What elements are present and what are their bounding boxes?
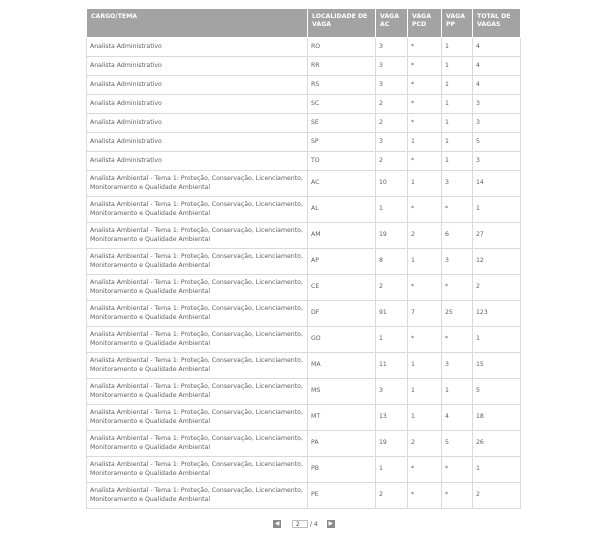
table-row [87, 353, 521, 379]
cell-total-vagas: 15 [473, 353, 521, 379]
cell-vaga-ac: 1 [376, 327, 408, 353]
table-row [87, 301, 521, 327]
cell-vaga-ac: 13 [376, 405, 408, 431]
cell-vaga-pcd: * [408, 483, 442, 509]
table-row [87, 249, 521, 275]
cell-total-vagas: 18 [473, 405, 521, 431]
cell-localidade: PB [308, 457, 376, 483]
cell-vaga-ac: 3 [376, 57, 408, 76]
cell-vaga-ac: 2 [376, 114, 408, 133]
cell-total-vagas: 26 [473, 431, 521, 457]
next-page-button[interactable] [327, 520, 335, 528]
cell-total-vagas: 1 [473, 457, 521, 483]
cell-cargo-tema: Analista Ambiental - Tema 1: Proteção, Conservação, Licenciamento, Monitoramento e Qualidade Ambiental [87, 301, 308, 327]
cell-total-vagas: 27 [473, 223, 521, 249]
cell-total-vagas: 5 [473, 379, 521, 405]
cell-vaga-pcd: * [408, 57, 442, 76]
cell-vaga-pp: 1 [442, 114, 473, 133]
cell-vaga-pcd: * [408, 275, 442, 301]
cell-total-vagas: 12 [473, 249, 521, 275]
table-row [87, 57, 521, 76]
cell-vaga-pp: 25 [442, 301, 473, 327]
cell-total-vagas: 123 [473, 301, 521, 327]
cell-total-vagas: 14 [473, 171, 521, 197]
cell-vaga-pp: 3 [442, 249, 473, 275]
cell-cargo-tema: Analista Ambiental - Tema 1: Proteção, Conservação, Licenciamento, Monitoramento e Qualidade Ambiental [87, 275, 308, 301]
table-row [87, 275, 521, 301]
cell-total-vagas: 1 [473, 197, 521, 223]
header-localidade: LOCALIDADE DE VAGA [308, 9, 376, 38]
page-number-input[interactable]: 2 [292, 520, 308, 528]
cell-localidade: GO [308, 327, 376, 353]
table-row [87, 133, 521, 152]
table-row [87, 405, 521, 431]
cell-vaga-ac: 3 [376, 76, 408, 95]
header-vaga-ac: VAGA AC [376, 9, 408, 38]
table-row [87, 431, 521, 457]
cell-localidade: TO [308, 152, 376, 171]
cell-vaga-pp: 3 [442, 171, 473, 197]
cell-localidade: PA [308, 431, 376, 457]
cell-vaga-pp: 4 [442, 405, 473, 431]
cell-vaga-pcd: 1 [408, 379, 442, 405]
table-row [87, 76, 521, 95]
cell-vaga-pcd: 1 [408, 353, 442, 379]
cell-vaga-pp: * [442, 327, 473, 353]
header-vaga-pcd: VAGA PCD [408, 9, 442, 38]
cell-localidade: CE [308, 275, 376, 301]
cell-total-vagas: 2 [473, 275, 521, 301]
cell-cargo-tema: Analista Administrativo [87, 76, 308, 95]
cell-vaga-pcd: * [408, 114, 442, 133]
cell-localidade: RR [308, 57, 376, 76]
page-total: / 4 [310, 520, 318, 528]
header-total-vagas: TOTAL DE VAGAS [473, 9, 521, 38]
cell-localidade: AC [308, 171, 376, 197]
cell-cargo-tema: Analista Administrativo [87, 114, 308, 133]
cell-vaga-pp: * [442, 197, 473, 223]
cell-vaga-pp: 1 [442, 152, 473, 171]
cell-localidade: MS [308, 379, 376, 405]
cell-vaga-pcd: * [408, 457, 442, 483]
cell-total-vagas: 3 [473, 114, 521, 133]
table-row [87, 197, 521, 223]
cell-cargo-tema: Analista Ambiental - Tema 1: Proteção, Conservação, Licenciamento, Monitoramento e Qualidade Ambiental [87, 431, 308, 457]
cell-vaga-pp: 1 [442, 379, 473, 405]
cell-localidade: AP [308, 249, 376, 275]
table-row [87, 38, 521, 57]
cell-vaga-pcd: * [408, 197, 442, 223]
cell-cargo-tema: Analista Administrativo [87, 38, 308, 57]
cell-vaga-ac: 3 [376, 133, 408, 152]
cell-vaga-ac: 2 [376, 483, 408, 509]
previous-page-button[interactable] [273, 520, 281, 528]
cell-cargo-tema: Analista Ambiental - Tema 1: Proteção, Conservação, Licenciamento, Monitoramento e Qualidade Ambiental [87, 171, 308, 197]
table-row [87, 152, 521, 171]
cell-vaga-ac: 3 [376, 379, 408, 405]
cell-localidade: SE [308, 114, 376, 133]
table-row [87, 457, 521, 483]
cell-vaga-pp: 1 [442, 76, 473, 95]
cell-total-vagas: 4 [473, 57, 521, 76]
cell-total-vagas: 4 [473, 76, 521, 95]
cell-total-vagas: 3 [473, 152, 521, 171]
cell-vaga-pp: 5 [442, 431, 473, 457]
cell-vaga-pcd: 1 [408, 249, 442, 275]
table-row [87, 379, 521, 405]
vacancy-table [86, 8, 521, 509]
cell-vaga-pcd: * [408, 76, 442, 95]
cell-vaga-pp: 1 [442, 95, 473, 114]
cell-cargo-tema: Analista Ambiental - Tema 1: Proteção, Conservação, Licenciamento, Monitoramento e Qualidade Ambiental [87, 197, 308, 223]
header-vaga-pp: VAGA PP [442, 9, 473, 38]
cell-vaga-pcd: 7 [408, 301, 442, 327]
chevron-right-icon: ▶ [328, 520, 334, 527]
cell-cargo-tema: Analista Ambiental - Tema 1: Proteção, Conservação, Licenciamento, Monitoramento e Qualidade Ambiental [87, 483, 308, 509]
cell-vaga-pcd: 1 [408, 133, 442, 152]
cell-vaga-pp: 6 [442, 223, 473, 249]
cell-localidade: MA [308, 353, 376, 379]
cell-vaga-ac: 3 [376, 38, 408, 57]
cell-localidade: MT [308, 405, 376, 431]
cell-vaga-pp: 3 [442, 353, 473, 379]
cell-vaga-pp: * [442, 275, 473, 301]
table-row [87, 327, 521, 353]
cell-vaga-pp: 1 [442, 38, 473, 57]
cell-cargo-tema: Analista Ambiental - Tema 1: Proteção, Conservação, Licenciamento, Monitoramento e Qualidade Ambiental [87, 405, 308, 431]
cell-localidade: SC [308, 95, 376, 114]
cell-cargo-tema: Analista Administrativo [87, 57, 308, 76]
cell-vaga-ac: 19 [376, 431, 408, 457]
cell-cargo-tema: Analista Ambiental - Tema 1: Proteção, Conservação, Licenciamento, Monitoramento e Qualidade Ambiental [87, 457, 308, 483]
cell-localidade: AL [308, 197, 376, 223]
cell-vaga-ac: 19 [376, 223, 408, 249]
table-header-row [87, 9, 521, 38]
table-row [87, 223, 521, 249]
cell-total-vagas: 3 [473, 95, 521, 114]
cell-cargo-tema: Analista Administrativo [87, 152, 308, 171]
cell-total-vagas: 5 [473, 133, 521, 152]
cell-vaga-pcd: 1 [408, 405, 442, 431]
cell-vaga-pp: * [442, 483, 473, 509]
cell-vaga-pcd: * [408, 152, 442, 171]
cell-vaga-pcd: 2 [408, 431, 442, 457]
cell-localidade: RS [308, 76, 376, 95]
cell-localidade: PE [308, 483, 376, 509]
cell-vaga-ac: 8 [376, 249, 408, 275]
cell-localidade: SP [308, 133, 376, 152]
cell-cargo-tema: Analista Ambiental - Tema 1: Proteção, Conservação, Licenciamento, Monitoramento e Qualidade Ambiental [87, 249, 308, 275]
cell-vaga-ac: 2 [376, 275, 408, 301]
vacancy-table-container [86, 8, 520, 509]
cell-vaga-pcd: * [408, 95, 442, 114]
cell-cargo-tema: Analista Administrativo [87, 133, 308, 152]
cell-cargo-tema: Analista Ambiental - Tema 1: Proteção, Conservação, Licenciamento, Monitoramento e Qualidade Ambiental [87, 353, 308, 379]
header-cargo-tema: CARGO/TEMA [87, 9, 308, 38]
cell-total-vagas: 2 [473, 483, 521, 509]
cell-localidade: AM [308, 223, 376, 249]
cell-vaga-pp: 1 [442, 133, 473, 152]
cell-cargo-tema: Analista Ambiental - Tema 1: Proteção, Conservação, Licenciamento, Monitoramento e Qualidade Ambiental [87, 327, 308, 353]
table-row [87, 114, 521, 133]
cell-vaga-pp: * [442, 457, 473, 483]
table-row [87, 171, 521, 197]
cell-cargo-tema: Analista Ambiental - Tema 1: Proteção, Conservação, Licenciamento, Monitoramento e Qualidade Ambiental [87, 379, 308, 405]
pagination [273, 519, 335, 529]
chevron-left-icon: ◀ [274, 520, 280, 527]
cell-cargo-tema: Analista Administrativo [87, 95, 308, 114]
table-row [87, 95, 521, 114]
cell-vaga-ac: 2 [376, 95, 408, 114]
cell-vaga-ac: 1 [376, 457, 408, 483]
cell-vaga-ac: 1 [376, 197, 408, 223]
cell-vaga-pcd: 2 [408, 223, 442, 249]
cell-vaga-ac: 91 [376, 301, 408, 327]
table-row [87, 483, 521, 509]
cell-vaga-pp: 1 [442, 57, 473, 76]
cell-vaga-pcd: * [408, 38, 442, 57]
cell-vaga-ac: 11 [376, 353, 408, 379]
cell-total-vagas: 4 [473, 38, 521, 57]
cell-vaga-pcd: 1 [408, 171, 442, 197]
cell-vaga-pcd: * [408, 327, 442, 353]
cell-cargo-tema: Analista Ambiental - Tema 1: Proteção, Conservação, Licenciamento, Monitoramento e Qualidade Ambiental [87, 223, 308, 249]
cell-total-vagas: 1 [473, 327, 521, 353]
cell-vaga-ac: 10 [376, 171, 408, 197]
cell-localidade: RO [308, 38, 376, 57]
cell-localidade: DF [308, 301, 376, 327]
cell-vaga-ac: 2 [376, 152, 408, 171]
